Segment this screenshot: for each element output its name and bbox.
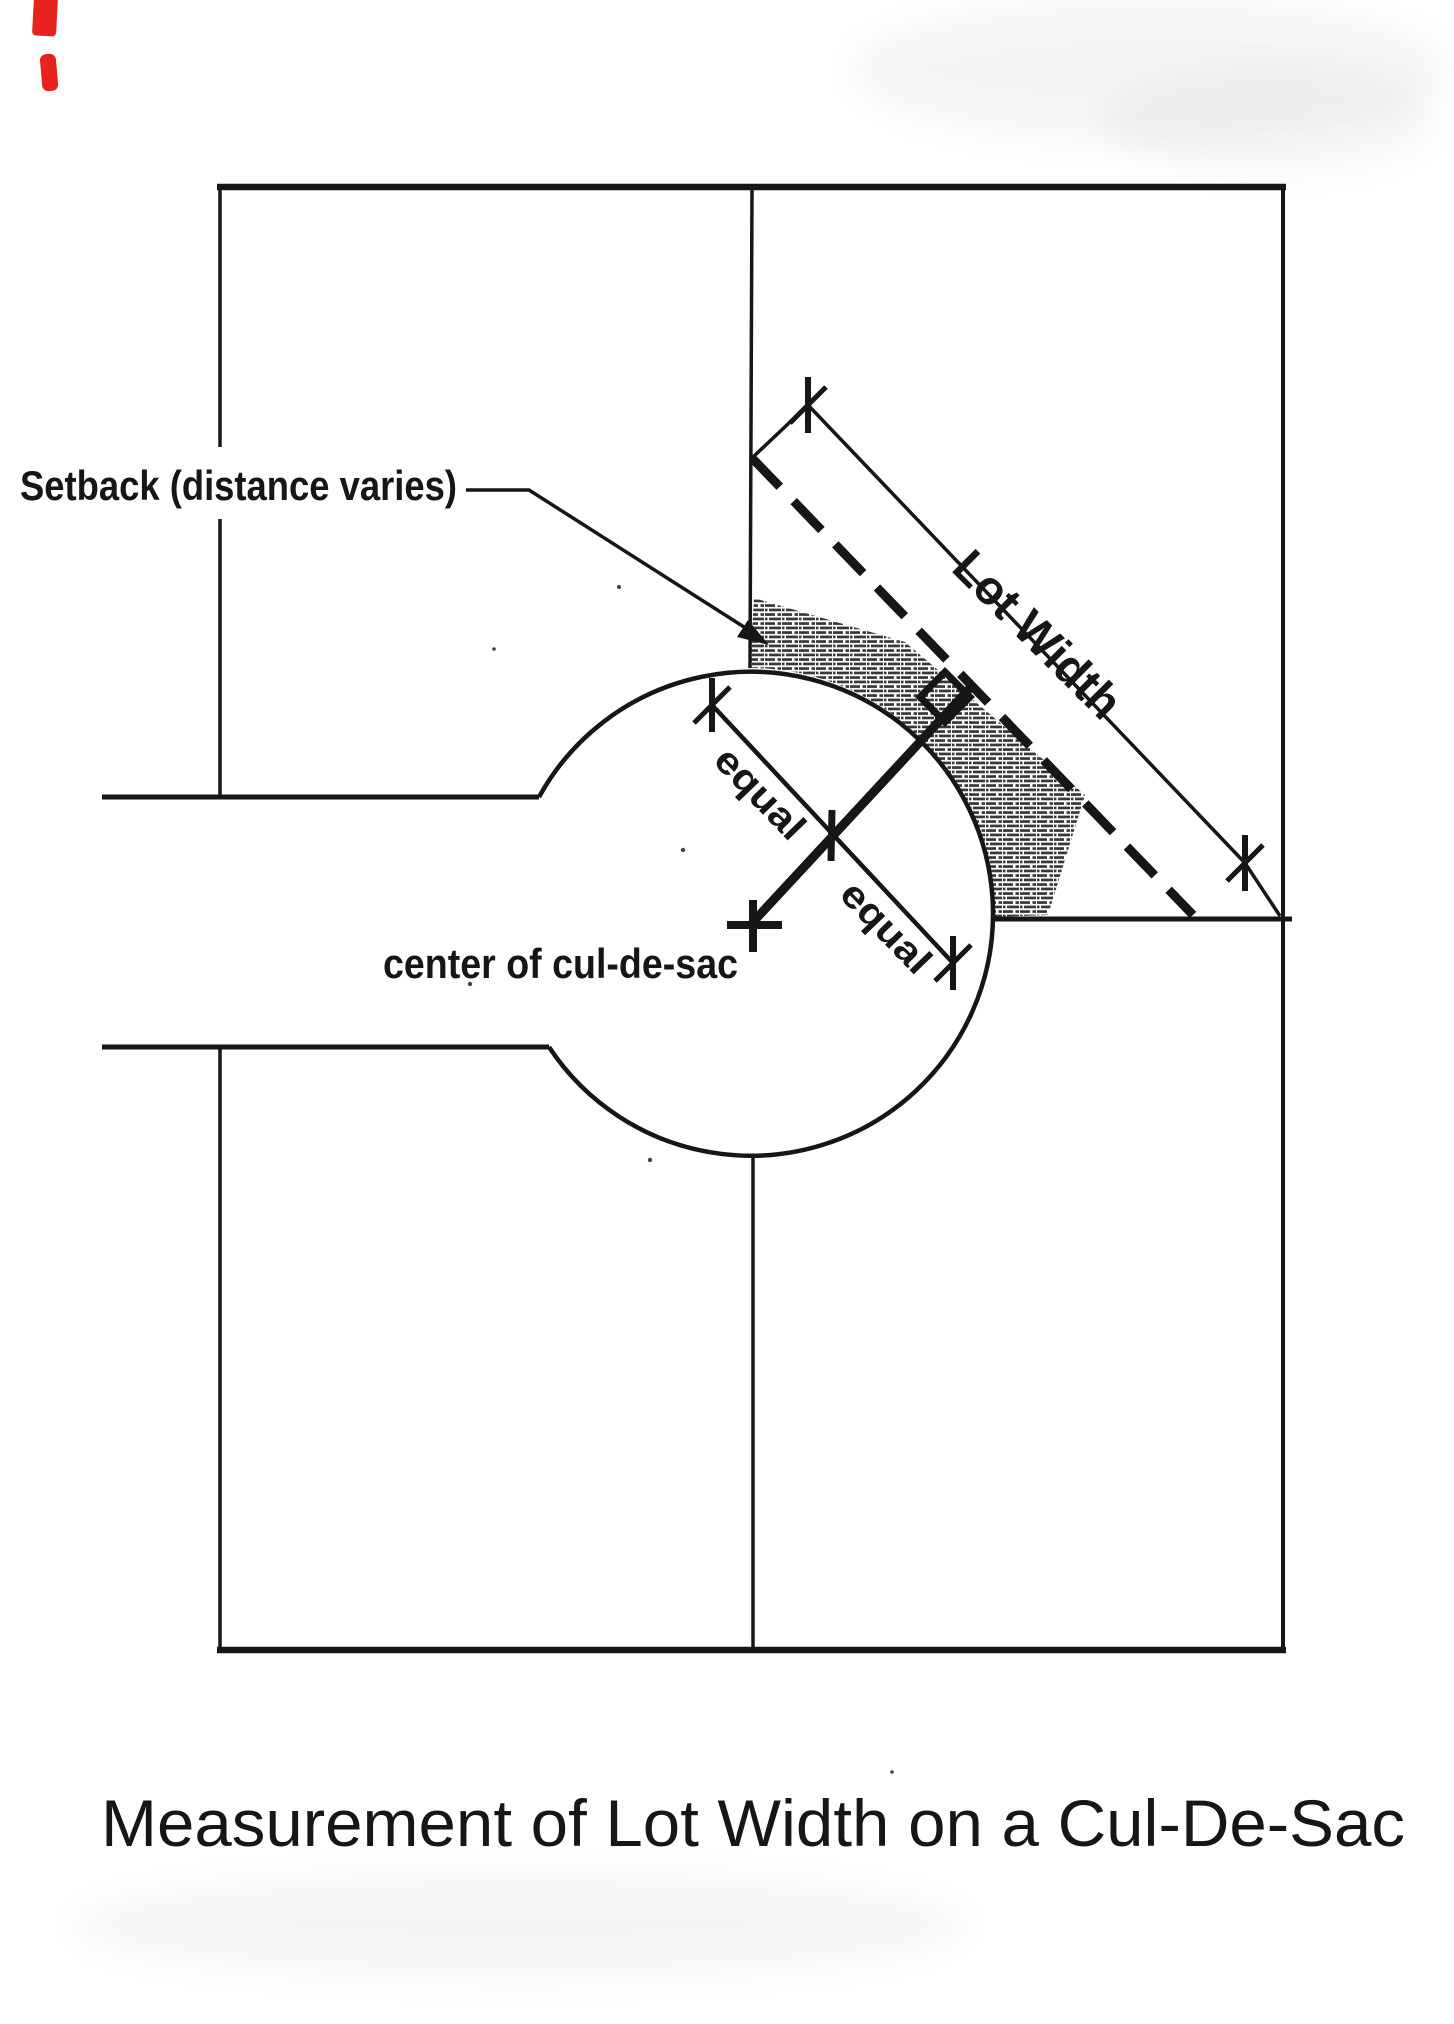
scan-specks [468,585,894,1774]
red-pen-mark-1 [32,0,58,37]
dimension-tick-upper [790,377,826,433]
setback-label: Setback (distance varies) [20,462,457,509]
lot-divider-upper [750,188,752,668]
red-pen-marks [32,0,59,92]
page-title: Measurement of Lot Width on a Cul-De-Sac [101,1786,1405,1860]
chord-tick-upper [694,678,730,732]
scan-smudges [70,0,1450,1980]
dimension-extension-lower [1245,863,1280,916]
equal-lower-label: equal [831,873,931,974]
red-pen-mark-2 [39,53,58,91]
lot-width-label: Lot Width [942,540,1136,734]
chord-tick-lower [935,936,971,990]
equal-upper-label: equal [705,739,805,840]
leader-line [466,490,769,645]
center-of-cul-de-sac-label: center of cul-de-sac [383,940,738,987]
